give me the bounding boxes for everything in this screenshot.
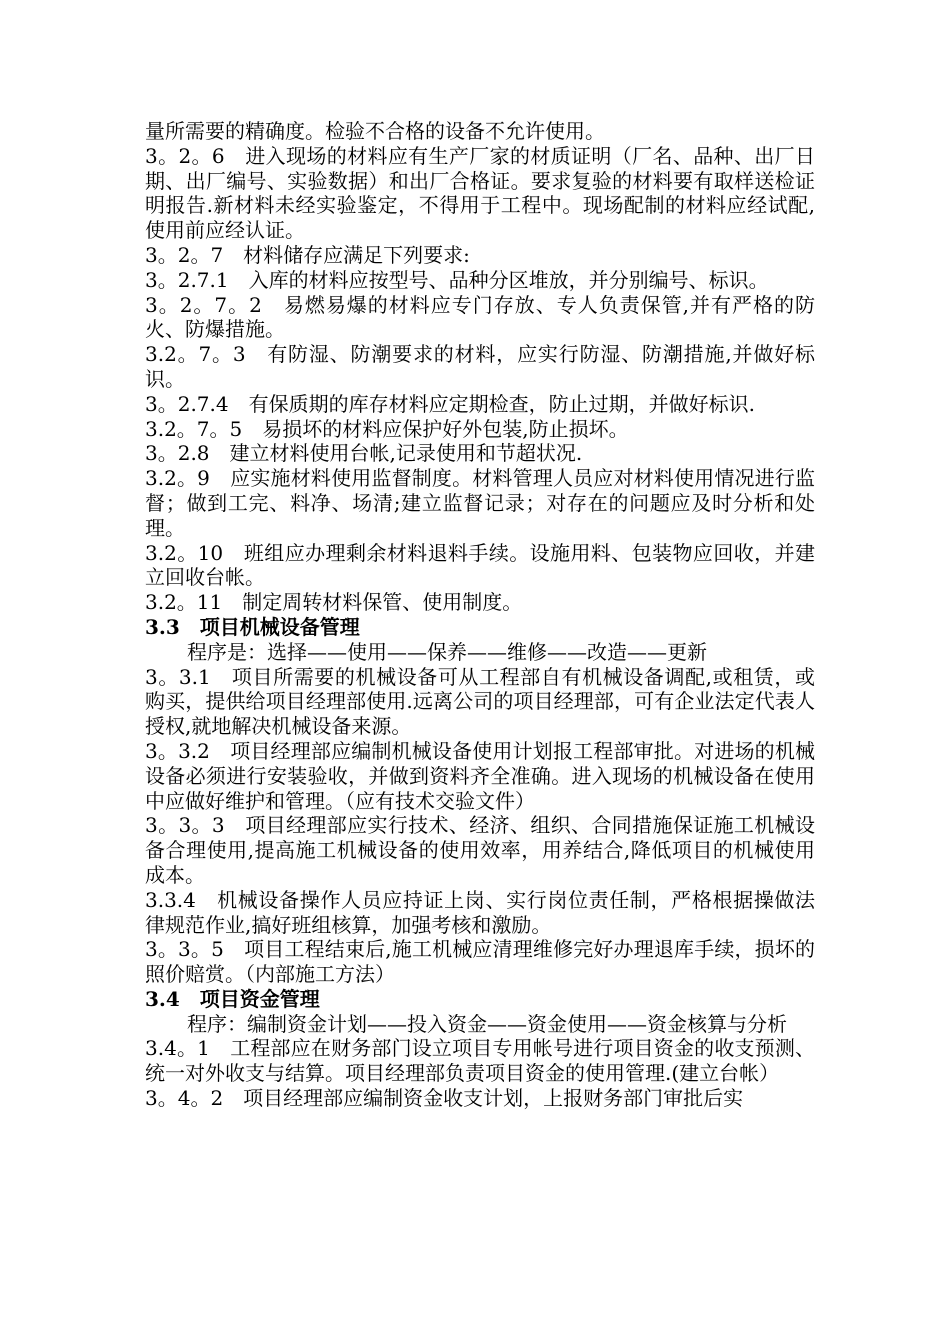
- paragraph: 3。2.7.4 有保质期的库存材料应定期检查，防止过期，并做好标识.: [145, 391, 755, 416]
- paragraph: 3。2。7 材料储存应满足下列要求:: [145, 242, 470, 267]
- paragraph: 3.4。1 工程部应在财务部门设立项目专用帐号进行项目资金的收支预测、统一对外收支与结算。项目经理部负责项目资金的使用管理.(建立台帐）: [145, 1036, 815, 1086]
- paragraph: 3.2。10 班组应办理剩余材料退料手续。设施用料、包装物应回收，并建立回收台帐。: [145, 540, 815, 590]
- paragraph: 3。2。6 进入现场的材料应有生产厂家的材质证明（厂名、品种、出厂日期、出厂编号、实验数据）和出厂合格证。要求复验的材料要有取样送检证明报告.新材料未经实验鉴定，不得用于工程中。现场配制的材料应经试配,使用前应经认证。: [145, 143, 815, 243]
- paragraph: 3.2。9 应实施材料使用监督制度。材料管理人员应对材料使用情况进行监督；做到工完、料净、场清;建立监督记录；对存在的问题应及时分析和处理。: [145, 466, 815, 540]
- paragraph: 3。2.8 建立材料使用台帐,记录使用和节超状况.: [145, 441, 583, 466]
- section-heading: 3.4 项目资金管理: [145, 986, 320, 1011]
- paragraph: 3.2。7。3 有防湿、防潮要求的材料，应实行防湿、防潮措施,并做好标识。: [145, 342, 815, 391]
- paragraph: 3。3。3 项目经理部应实行技术、经济、组织、合同措施保证施工机械设备合理使用,提高施工机械设备的使用效率，用养结合,降低项目的机械使用成本。: [145, 813, 815, 887]
- paragraph: 3.2。7。5 易损坏的材料应保护好外包装,防止损坏。: [145, 416, 629, 441]
- paragraph: 量所需要的精确度。检验不合格的设备不允许使用。: [145, 119, 605, 143]
- section-heading: 3.3 项目机械设备管理: [145, 614, 360, 639]
- paragraph: 3。2.7.1 入库的材料应按型号、品种分区堆放，并分别编号、标识。: [145, 267, 769, 292]
- paragraph: 3。3.1 项目所需要的机械设备可从工程部自有机械设备调配,或租赁，或购买，提供给项目经理部使用.远离公司的项目经理部，可有企业法定代表人授权,就地解决机械设备来源。: [145, 664, 815, 739]
- paragraph: 3.3.4 机械设备操作人员应持证上岗、实行岗位责任制，严格根据操做法律规范作业,搞好班组核算，加强考核和激励。: [145, 887, 815, 937]
- paragraph: 3.2。11 制定周转材料保管、使用制度。: [145, 590, 523, 615]
- procedure-line: 程序：编制资金计划——投入资金——资金使用——资金核算与分析: [187, 1011, 787, 1036]
- paragraph: 3。2。7。2 易燃易爆的材料应专门存放、专人负责保管,并有严格的防火、防爆措施。: [145, 292, 815, 342]
- document-body: [145, 119, 815, 1111]
- paragraph: 3。3.2 项目经理部应编制机械设备使用计划报工程部审批。对进场的机械设备必须进行安装验收，并做到资料齐全准确。进入现场的机械设备在使用中应做好维护和管理。（应有技术交验文件）: [145, 738, 815, 813]
- paragraph: 3。4。2 项目经理部应编制资金收支计划，上报财务部门审批后实: [145, 1086, 744, 1111]
- paragraph: 3。3。5 项目工程结束后,施工机械应清理维修完好办理退库手续，损坏的照价赔赏。（内部施工方法）: [145, 937, 815, 987]
- procedure-line: 程序是：选择——使用——保养——维修——改造——更新: [187, 639, 707, 664]
